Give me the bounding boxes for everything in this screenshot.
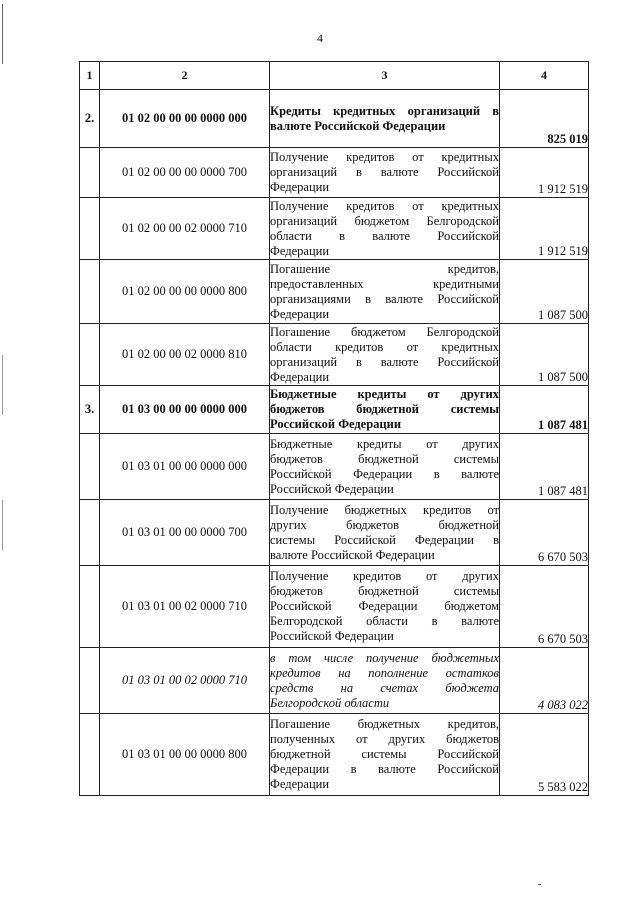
description-line: бюджетной системы Российской — [270, 747, 499, 761]
source-description — [270, 324, 500, 386]
scan-margin-mark — [2, 4, 3, 64]
description-line: Белгородской области в валюте — [270, 614, 499, 628]
description-line: валюте Российской Федерации — [270, 118, 446, 133]
amount-value: 6 670 503 — [500, 566, 589, 648]
source-description — [270, 648, 500, 714]
table-row — [80, 566, 589, 648]
table-row — [80, 324, 589, 386]
scan-speck — [538, 884, 541, 885]
description-line: Федерации — [270, 180, 330, 194]
description-line: Российской Федерации в валюте — [270, 466, 499, 481]
description-line: организациями в валюте Российской — [270, 291, 499, 306]
header-col-3: 3 — [270, 62, 500, 90]
description-line: Федерации — [270, 306, 330, 321]
row-number — [80, 566, 100, 648]
description-line: Российской Федерации — [270, 629, 394, 643]
budget-sources-table — [79, 61, 589, 796]
row-number: 3. — [80, 386, 100, 434]
table-row — [80, 148, 589, 198]
description-line: бюджетов бюджетной системы — [270, 451, 499, 466]
description-line: Федерации — [270, 243, 330, 258]
source-description — [270, 260, 500, 324]
table-row — [80, 648, 589, 714]
amount-value: 1 087 481 — [500, 434, 589, 500]
budget-classification-code: 01 03 00 00 00 0000 000 — [100, 386, 270, 434]
description-line: других бюджетов бюджетной — [270, 517, 499, 532]
budget-classification-code: 01 02 00 00 00 0000 800 — [100, 260, 270, 324]
description-line: предоставленных кредитными — [270, 276, 499, 291]
table-row — [80, 434, 589, 500]
description-line: Кредиты кредитных организаций в — [270, 103, 499, 118]
page-number: 4 — [317, 31, 323, 45]
description-line: Российской Федерации — [270, 481, 394, 496]
scan-margin-mark — [2, 355, 3, 415]
amount-value: 5 583 022 — [500, 714, 589, 796]
row-number — [80, 260, 100, 324]
amount-value: 4 083 022 — [500, 648, 589, 714]
row-number — [80, 500, 100, 566]
header-col-4: 4 — [500, 62, 589, 90]
table-row — [80, 386, 589, 434]
description-line: полученных от других бюджетов — [270, 732, 499, 746]
description-line: системы Российской Федерации в — [270, 532, 499, 547]
source-description — [270, 148, 500, 198]
amount-value: 1 087 500 — [500, 324, 589, 386]
row-number — [80, 148, 100, 198]
amount-value: 1 087 481 — [500, 386, 589, 434]
table-row — [80, 260, 589, 324]
description-line: Погашение бюджетных кредитов, — [270, 717, 499, 731]
description-line: в том числе получение бюджетных — [270, 650, 499, 665]
amount-value: 1 912 519 — [500, 148, 589, 198]
source-description — [270, 386, 500, 434]
row-number — [80, 648, 100, 714]
row-number — [80, 714, 100, 796]
budget-classification-code: 01 03 01 00 00 0000 800 — [100, 714, 270, 796]
budget-classification-code: 01 02 00 00 00 0000 000 — [100, 90, 270, 148]
description-line: организаций бюджетом Белгородской — [270, 213, 499, 228]
budget-classification-code: 01 02 00 00 02 0000 710 — [100, 198, 270, 260]
budget-classification-code: 01 03 01 00 00 0000 000 — [100, 434, 270, 500]
description-line: Получение бюджетных кредитов от — [270, 502, 499, 517]
source-description — [270, 500, 500, 566]
amount-value: 825 019 — [500, 90, 589, 148]
budget-classification-code: 01 02 00 00 00 0000 700 — [100, 148, 270, 198]
table-row — [80, 500, 589, 566]
amount-value: 1 912 519 — [500, 198, 589, 260]
description-line: кредитов на пополнение остатков — [270, 665, 499, 680]
budget-classification-code: 01 03 01 00 00 0000 700 — [100, 500, 270, 566]
description-line: Российской Федерации бюджетом — [270, 599, 499, 613]
description-line: бюджетов бюджетной системы — [270, 584, 499, 598]
description-line: валюте Российской Федерации — [270, 547, 435, 562]
description-line: Получение кредитов от других — [270, 569, 499, 583]
description-line: организаций в валюте Российской — [270, 354, 499, 369]
budget-classification-code: 01 03 01 00 02 0000 710 — [100, 648, 270, 714]
description-line: Погашение бюджетом Белгородской — [270, 324, 499, 339]
header-col-1: 1 — [80, 62, 100, 90]
source-description — [270, 198, 500, 260]
source-description — [270, 566, 500, 648]
amount-value: 1 087 500 — [500, 260, 589, 324]
description-line: бюджетов бюджетной системы — [270, 402, 499, 416]
budget-classification-code: 01 02 00 00 02 0000 810 — [100, 324, 270, 386]
row-number — [80, 434, 100, 500]
description-line: Бюджетные кредиты от других — [270, 387, 499, 401]
source-description — [270, 90, 500, 148]
header-col-2: 2 — [100, 62, 270, 90]
description-line: Федерации — [270, 777, 330, 791]
description-line: Белгородской области — [270, 695, 390, 710]
description-line: области кредитов от кредитных — [270, 339, 499, 354]
source-description — [270, 714, 500, 796]
description-line: Получение кредитов от кредитных — [270, 150, 499, 164]
source-description — [270, 434, 500, 500]
row-number: 2. — [80, 90, 100, 148]
description-line: Федерации — [270, 369, 330, 384]
description-line: Федерации в валюте Российской — [270, 762, 499, 776]
table-header-row — [80, 62, 589, 90]
description-line: Получение кредитов от кредитных — [270, 198, 499, 213]
description-line: Бюджетные кредиты от других — [270, 436, 499, 451]
description-line: области в валюте Российской — [270, 228, 499, 243]
table-row — [80, 714, 589, 796]
table-body — [80, 90, 589, 796]
row-number — [80, 324, 100, 386]
description-line: Российской Федерации — [270, 417, 402, 431]
budget-classification-code: 01 03 01 00 02 0000 710 — [100, 566, 270, 648]
table-row — [80, 90, 589, 148]
row-number — [80, 198, 100, 260]
description-line: средств на счетах бюджета — [270, 680, 499, 695]
table-row — [80, 198, 589, 260]
description-line: Погашение кредитов, — [270, 261, 499, 276]
description-line: организаций в валюте Российской — [270, 165, 499, 179]
scan-margin-mark — [2, 500, 3, 550]
amount-value: 6 670 503 — [500, 500, 589, 566]
